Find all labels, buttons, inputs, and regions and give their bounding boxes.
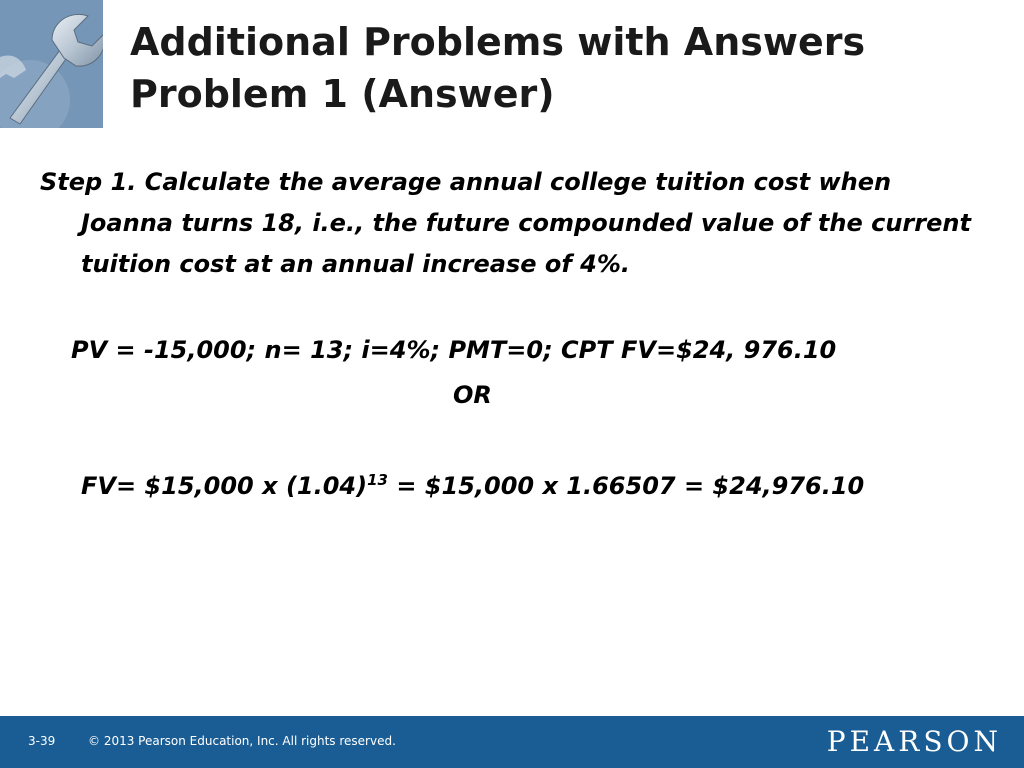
fv-formula-suffix: = $15,000 x 1.66507 = $24,976.10 [387, 472, 865, 500]
title-line-2: Problem 1 (Answer) [130, 72, 555, 116]
wrench-logo-tile [0, 0, 103, 128]
fv-formula-prefix: FV= $15,000 x (1.04) [81, 472, 368, 500]
slide-title [130, 16, 1010, 120]
or-separator: OR [453, 381, 492, 409]
slide-content [40, 162, 980, 507]
slide-number: 3-39 [28, 734, 56, 748]
wrench-icon [0, 0, 103, 128]
fv-formula [40, 466, 980, 507]
copyright-notice: © 2013 Pearson Education, Inc. All rights reserved. [88, 734, 396, 748]
pearson-logo: PEARSON [826, 725, 1002, 758]
step-1-text: Step 1. Calculate the average annual college tuition cost when Joanna turns 18, i.e., the future compounded value of the current tuition cost at an annual increase of 4%. [40, 168, 971, 278]
fv-exponent: 13 [367, 471, 388, 489]
title-line-1: Additional Problems with Answers [130, 20, 866, 64]
footer-bar [0, 716, 1024, 768]
pv-calculation: PV = -15,000; n= 13; i=4%; PMT=0; CPT FV=$24, 976.10 [71, 336, 837, 364]
